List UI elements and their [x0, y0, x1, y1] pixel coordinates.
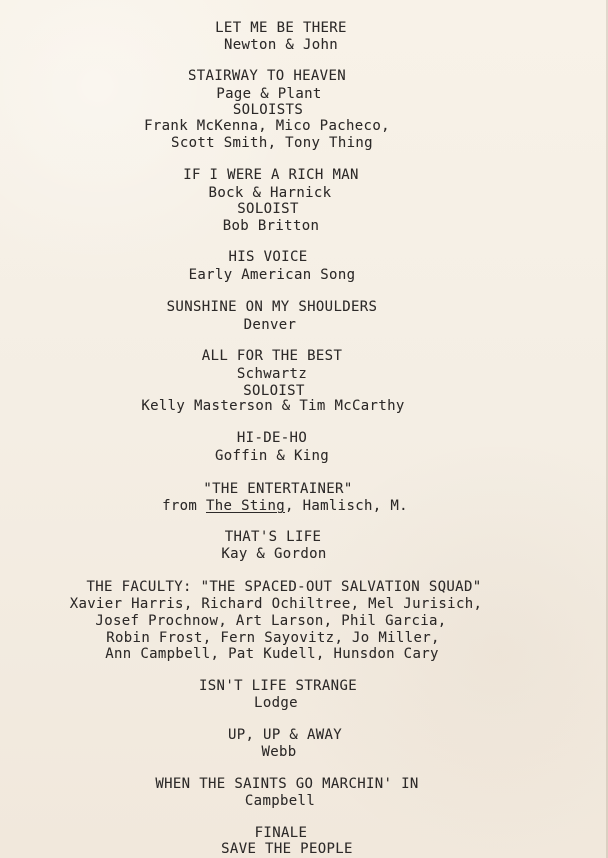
faculty-names-line-1: Xavier Harris, Richard Ochiltree, Mel Jurisich,	[69, 596, 483, 612]
song-credit-all-for-the-best: Schwartz	[236, 366, 308, 382]
song-title-up-up-and-away: UP, UP & AWAY	[227, 727, 343, 743]
song-credit-isnt-life-strange: Lodge	[254, 695, 298, 711]
entertainer-credit-suffix: , Hamlisch, M.	[285, 498, 408, 514]
song-credit-sunshine-on-my-shoulders: Denver	[243, 317, 297, 333]
song-credit-let-me-be-there: Newton & John	[223, 37, 339, 53]
entertainer-credit-prefix: from	[162, 498, 206, 514]
soloist-name-if-i-were-a-rich-man: Bob Britton	[222, 218, 320, 234]
song-title-his-voice: HIS VOICE	[228, 249, 308, 265]
faculty-names-line-4: Ann Campbell, Pat Kudell, Hunsdon Cary	[105, 646, 439, 662]
song-credit-if-i-were-a-rich-man: Bock & Harnick	[208, 185, 332, 201]
song-title-if-i-were-a-rich-man: IF I WERE A RICH MAN	[183, 167, 359, 183]
soloist-names-all-for-the-best: Kelly Masterson & Tim McCarthy	[141, 398, 405, 414]
soloists-line-1-stairway-to-heaven: Frank McKenna, Mico Pacheco,	[144, 118, 390, 134]
soloist-label-if-i-were-a-rich-man: SOLOIST	[237, 201, 299, 217]
song-credit-when-the-saints-go-marchin-in: Campbell	[244, 793, 316, 809]
faculty-names-line-2: Josef Prochnow, Art Larson, Phil Garcia,	[95, 613, 447, 629]
song-credit-stairway-to-heaven: Page & Plant	[216, 86, 322, 102]
faculty-names-line-3: Robin Frost, Fern Sayovitz, Jo Miller,	[106, 630, 440, 646]
song-credit-up-up-and-away: Webb	[261, 744, 297, 760]
faculty-heading: THE FACULTY: "THE SPACED-OUT SALVATION SQUAD"	[86, 579, 482, 595]
song-credit-the-entertainer	[162, 498, 408, 514]
song-title-all-for-the-best: ALL FOR THE BEST	[201, 348, 343, 364]
soloists-line-2-stairway-to-heaven: Scott Smith, Tony Thing	[171, 135, 373, 151]
song-title-hi-de-ho: HI-DE-HO	[236, 430, 308, 446]
song-credit-thats-life: Kay & Gordon	[221, 546, 327, 562]
song-credit-hi-de-ho: Goffin & King	[214, 448, 330, 464]
song-credit-his-voice: Early American Song	[188, 267, 356, 283]
song-title-stairway-to-heaven: STAIRWAY TO HEAVEN	[187, 68, 347, 84]
song-title-thats-life: THAT'S LIFE	[224, 529, 322, 545]
the-sting-underlined-title: The Sting	[205, 498, 286, 514]
finale-heading: FINALE	[254, 825, 308, 841]
finale-song-title: SAVE THE PEOPLE	[221, 841, 353, 857]
soloist-label-all-for-the-best: SOLOIST	[243, 383, 305, 399]
song-title-isnt-life-strange: ISN'T LIFE STRANGE	[198, 678, 358, 694]
song-title-when-the-saints-go-marchin-in: WHEN THE SAINTS GO MARCHIN' IN	[155, 776, 419, 792]
song-title-the-entertainer: "THE ENTERTAINER"	[203, 481, 353, 497]
soloists-label-stairway-to-heaven: SOLOISTS	[232, 102, 304, 118]
song-title-let-me-be-there: LET ME BE THERE	[215, 20, 347, 36]
song-title-sunshine-on-my-shoulders: SUNSHINE ON MY SHOULDERS	[166, 299, 378, 315]
